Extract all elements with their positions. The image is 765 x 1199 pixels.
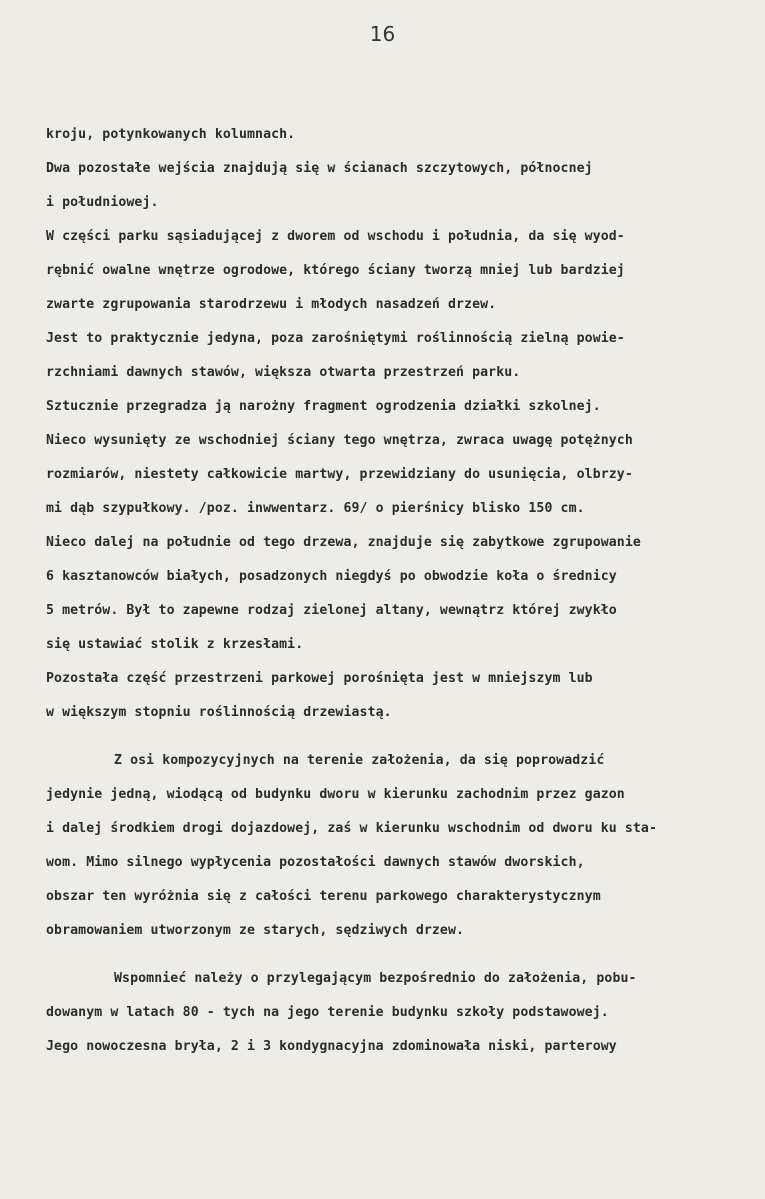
page-number: 16 <box>369 22 396 46</box>
paragraph-start-line: Z osi kompozycyjnych na terenie założenia, da się poprowadzić <box>114 753 605 768</box>
text-line: Nieco dalej na południe od tego drzewa, znajduje się zabytkowe zgrupowanie <box>46 535 641 550</box>
text-line: i dalej środkiem drogi dojazdowej, zaś w kierunku wschodnim od dworu ku sta- <box>46 821 658 836</box>
text-line: w większym stopniu roślinnością drzewiastą. <box>46 705 392 720</box>
text-line: zwarte zgrupowania starodrzewu i młodych nasadzeń drzew. <box>46 297 497 312</box>
text-line: mi dąb szypułkowy. /poz. inwwentarz. 69/ o pierśnicy blisko 150 cm. <box>46 501 585 516</box>
text-line: dowanym w latach 80 - tych na jego terenie budynku szkoły podstawowej. <box>46 1005 609 1020</box>
paragraph-start-line: Wspomnieć należy o przylegającym bezpośrednio do założenia, pobu- <box>114 971 637 986</box>
text-line: obramowaniem utworzonym ze starych, sędziwych drzew. <box>46 923 465 938</box>
text-line: 5 metrów. Był to zapewne rodzaj zielonej altany, wewnątrz której zwykło <box>46 603 617 618</box>
text-line: kroju, potynkowanych kolumnach. <box>46 127 296 142</box>
text-line: jedynie jedną, wiodącą od budynku dworu w kierunku zachodnim przez gazon <box>46 787 625 802</box>
text-line: obszar ten wyróżnia się z całości terenu parkowego charakterystycznym <box>46 889 601 904</box>
text-line: rozmiarów, niestety całkowicie martwy, przewidziany do usunięcia, olbrzy- <box>46 467 633 482</box>
text-line: i południowej. <box>46 195 159 210</box>
text-line: Nieco wysunięty ze wschodniej ściany tego wnętrza, zwraca uwagę potężnych <box>46 433 633 448</box>
text-line: Sztucznie przegradza ją narożny fragment ogrodzenia działki szkolnej. <box>46 399 601 414</box>
text-line: się ustawiać stolik z krzesłami. <box>46 637 304 652</box>
text-line: Pozostała część przestrzeni parkowej porośnięta jest w mniejszym lub <box>46 671 593 686</box>
text-line: Jego nowoczesna bryła, 2 i 3 kondygnacyjna zdominowała niski, parterowy <box>46 1039 617 1054</box>
text-line: rzchniami dawnych stawów, większa otwarta przestrzeń parku. <box>46 365 521 380</box>
text-line: wom. Mimo silnego wypłycenia pozostałości dawnych stawów dworskich, <box>46 855 585 870</box>
text-line: Dwa pozostałe wejścia znajdują się w ścianach szczytowych, północnej <box>46 161 593 176</box>
text-line: rębnić owalne wnętrze ogrodowe, którego ściany tworzą mniej lub bardziej <box>46 263 625 278</box>
document-body <box>46 118 736 1064</box>
text-line: 6 kasztanowców białych, posadzonych niegdyś po obwodzie koła o średnicy <box>46 569 617 584</box>
text-line: Jest to praktycznie jedyna, poza zarośniętymi roślinnością zielną powie- <box>46 331 625 346</box>
text-line: W części parku sąsiadującej z dworem od wschodu i południa, da się wyod- <box>46 229 625 244</box>
